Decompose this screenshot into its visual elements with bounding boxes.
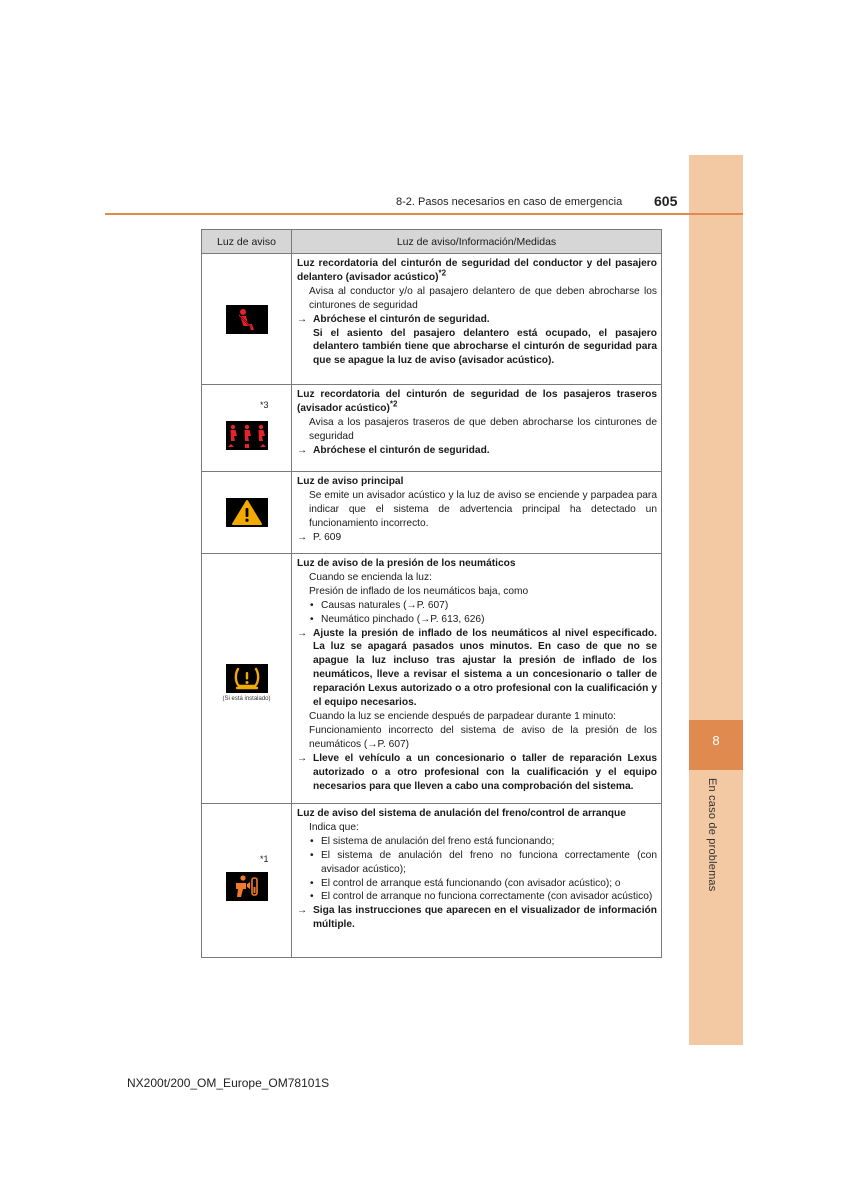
row-action: Ajuste la presión de inflado de los neumáticos al nivel especificado. La luz se apagará pasados unos minutos. En caso de que no se apague la luz incluso tras ajustar la presión de inflado de los neumáticos, lleve a revisar el sistema a un concesionario o taller de reparación Lexus autorizado o a otro profesional con la cualificación y el equipo necesarios.	[313, 627, 657, 709]
info-cell	[292, 385, 662, 472]
arrow-icon: →	[297, 531, 308, 543]
icon-cell	[202, 254, 292, 385]
row-description: Avisa a los pasajeros traseros de que deben abrocharse los cinturones de seguridad	[309, 416, 657, 442]
icon-cell	[202, 554, 292, 804]
tire-pressure-warning-icon	[226, 664, 268, 693]
brake-override-drive-start-control-icon	[226, 872, 268, 901]
warning-lights-table	[201, 229, 662, 958]
footnote-ref: *2	[389, 399, 398, 409]
info-cell	[292, 554, 662, 804]
install-note: (Si está instalado)	[222, 695, 271, 702]
row-action: Lleve el vehículo a un concesionario o taller de reparación Lexus autorizado o a otro profesional con la cualificación y el equipo necesarios para que lleven a cabo una comprobación del sistema.	[313, 752, 657, 792]
master-warning-icon	[226, 498, 268, 527]
table-row	[202, 254, 662, 385]
col-header-info: Luz de aviso/Información/Medidas	[292, 230, 662, 254]
arrow-icon: →	[297, 313, 308, 325]
row-description: Se emite un avisador acústico y la luz de aviso se enciende y parpadea para indicar que el sistema de advertencia principal ha detectado un funcionamiento incorrecto.	[309, 489, 657, 529]
section-title: 8-2. Pasos necesarios en caso de emergencia	[396, 196, 623, 208]
info-cell	[292, 254, 662, 385]
table-row	[202, 385, 662, 472]
info-cell	[292, 804, 662, 958]
row-text: Cuando se encienda la luz:	[309, 571, 432, 583]
list-item: • Causas naturales (→P. 607)	[310, 599, 449, 611]
table-row	[202, 554, 662, 804]
icon-cell	[202, 385, 292, 472]
row-action: Abróchese el cinturón de seguridad.	[313, 444, 490, 456]
row-title: Luz de aviso del sistema de anulación del freno/control de arranque	[297, 808, 626, 819]
col-header-light: Luz de aviso	[202, 230, 292, 254]
side-tab	[689, 155, 743, 1045]
info-cell	[292, 472, 662, 554]
chapter-title: En caso de problemas	[706, 778, 718, 892]
footnote-ref: *2	[438, 268, 447, 278]
row-text: Funcionamiento incorrecto del sistema de aviso de la presión de los neumáticos (→P. 607)	[309, 724, 657, 750]
chapter-number: 8	[712, 733, 720, 748]
row-action: Abróchese el cinturón de seguridad.	[313, 313, 490, 325]
list-item: • El sistema de anulación del freno no funciona correctamente (con avisador acústico);	[310, 849, 657, 875]
row-title: Luz de aviso principal	[297, 476, 404, 487]
header-divider	[105, 213, 743, 215]
chapter-tab[interactable]	[689, 720, 743, 770]
arrow-icon: →	[297, 444, 308, 456]
list-item: • El control de arranque está funcionando (con avisador acústico); o	[310, 877, 621, 889]
row-title: Luz recordatoria del cinturón de seguridad del conductor y del pasajero delantero (avisador acústico)	[297, 258, 657, 283]
row-title: Luz de aviso de la presión de los neumáticos	[297, 558, 516, 569]
list-item: • El sistema de anulación del freno está funcionando;	[310, 835, 555, 847]
row-action-extra: Si el asiento del pasajero delantero está ocupado, el pasajero delantero también tiene que abrocharse el cinturón de seguridad para que se apague la luz de aviso (avisador acústico).	[313, 327, 657, 367]
row-title: Luz recordatoria del cinturón de seguridad de los pasajeros traseros (avisador acústico)	[297, 389, 657, 414]
row-text: Presión de inflado de los neumáticos baja, como	[309, 585, 529, 597]
row-text: Indica que:	[309, 821, 359, 833]
row-description: Avisa al conductor y/o al pasajero delantero de que deben abrocharse los cinturones de seguridad	[309, 285, 657, 311]
table-row	[202, 804, 662, 958]
list-item: • Neumático pinchado (→P. 613, 626)	[310, 613, 485, 625]
icon-cell	[202, 804, 292, 958]
rear-seatbelt-reminder-icon	[226, 421, 268, 450]
arrow-icon: →	[297, 905, 308, 917]
document-code: NX200t/200_OM_Europe_OM78101S	[127, 1076, 330, 1090]
footnote-ref: *3	[260, 400, 269, 410]
icon-cell	[202, 472, 292, 554]
arrow-icon: →	[297, 627, 308, 639]
page-number: 605	[654, 193, 678, 209]
row-text: Cuando la luz se enciende después de parpadear durante 1 minuto:	[309, 710, 616, 722]
arrow-icon: →	[297, 752, 308, 764]
row-action: Siga las instrucciones que aparecen en el visualizador de información múltiple.	[313, 905, 657, 931]
table-row	[202, 472, 662, 554]
footnote-ref: *1	[260, 854, 269, 864]
page-reference-link[interactable]: P. 609	[313, 531, 342, 543]
list-item: • El control de arranque no funciona correctamente (con avisador acústico)	[310, 891, 653, 903]
front-seatbelt-reminder-icon	[226, 305, 268, 334]
table-header-row	[202, 230, 662, 254]
